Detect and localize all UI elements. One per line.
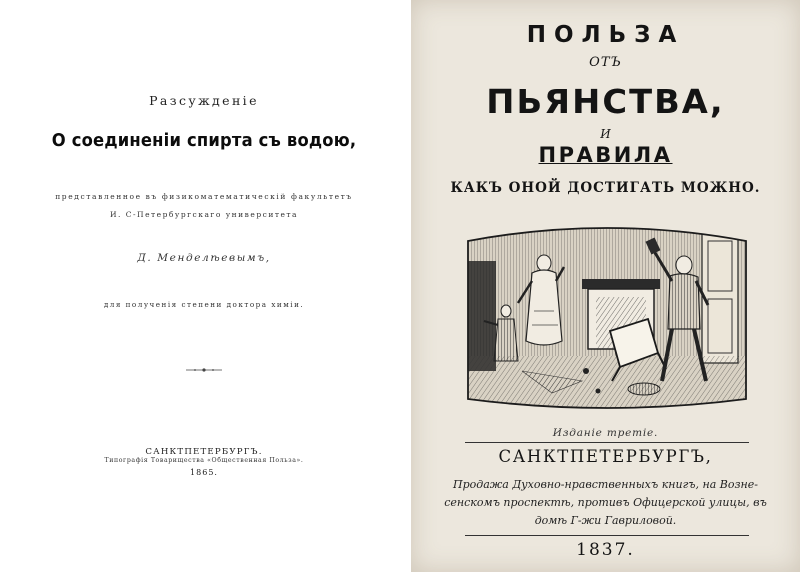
right-title-line-2: ОТЪ (589, 55, 622, 70)
left-heading: Разсужденіе (149, 93, 259, 108)
left-degree: для полученія степени доктора химіи. (103, 300, 305, 309)
left-author: Д. Менделѣевымъ, (137, 252, 271, 264)
left-submitted-line-2: И. С-Петербургскаго университета (109, 210, 299, 219)
left-year: 1865. (190, 468, 218, 477)
rule-bottom (465, 535, 749, 536)
right-year: 1837. (576, 540, 635, 560)
right-city: САНКТПЕТЕРБУРГЪ, (498, 447, 713, 466)
left-city: САНКТПЕТЕРБУРГЪ. (145, 447, 263, 457)
engraving-illustration (462, 221, 752, 411)
ornament-divider (186, 366, 222, 374)
rule-top (465, 442, 749, 443)
left-title: О соединеніи спирта съ водою, (51, 131, 357, 151)
left-press: Типографія Товарищества «Общественная Польза». (104, 457, 304, 464)
right-title-line-6: КАКЪ ОНОЙ ДОСТИГАТЬ МОЖНО. (450, 180, 761, 196)
right-title-line-3: ПЬЯНСТВА, (486, 82, 725, 121)
right-edition: Изданіе третіе. (552, 427, 659, 439)
right-sale-line-3: домѣ Г-жи Гавриловой. (534, 514, 677, 527)
right-title-line-5: ПРАВИЛА (538, 143, 673, 167)
right-title-line-4: И (600, 127, 611, 141)
right-sale-line-1: Продажа Духовно-нравственныхъ книгъ, на Возне- (453, 478, 758, 491)
right-sale-line-2: сенскомъ проспектѣ, противъ Офицерской улицы, въ (444, 496, 767, 509)
right-title-line-1: ПОЛЬЗА (526, 22, 685, 48)
left-submitted-line-1: представленное въ физикоматематическій факультетъ (55, 192, 353, 201)
